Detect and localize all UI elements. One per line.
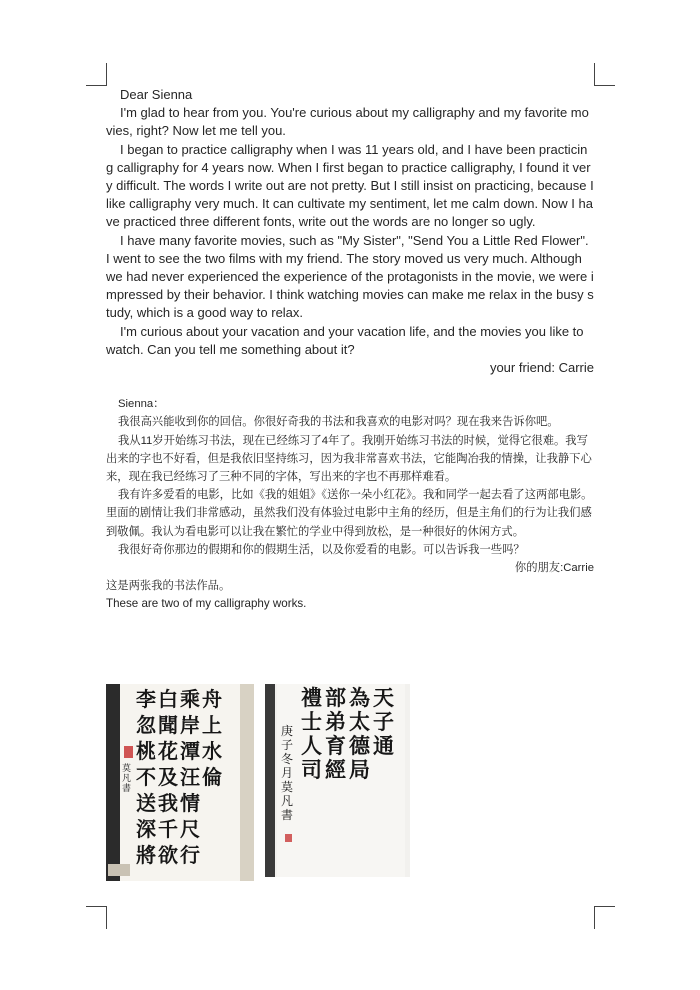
crop-mark-bottom-left	[86, 906, 107, 929]
calligraphy-left-line-1: 李白乘舟	[136, 687, 224, 711]
signature-en: your friend: Carrie	[489, 360, 594, 376]
paragraph-zh-4: 我很好奇你那边的假期和你的假期生活，以及你爱看的电影。可以告诉我一些吗？	[118, 543, 525, 556]
calligraphy-left-line-2: 忽聞岸上	[136, 713, 224, 737]
letter-chinese	[106, 395, 594, 613]
signature-zh: 你的朋友:Carrie	[514, 562, 594, 575]
paragraph-en-2: I began to practice calligraphy when I was 11 years old, and I have been practicing calligraphy for 4 years now. When I first began to practice calligraphy, I found it very difficult. The words I write out are not pretty. But I still insist on practicing, because I like calligraphy very much. It can cultivate my sentiment, let me calm down. Now I have practiced three different fonts, write out the words are no longer so ugly.	[106, 141, 594, 230]
calligraphy-left-text	[136, 686, 238, 868]
paragraph-zh-3: 我有许多爱看的电影，比如《我的姐姐》《送你一朵小红花》。我和同学一起去看了这两部电影。里面的剧情让我们非常感动，虽然我们没有体验过电影中主角的经历，但是主角们的行为让我们感到敬佩。我认为看电影可以让我在繁忙的学业中得到放松，是一种很好的休闲方式。	[106, 489, 593, 538]
paragraph-en-3: I have many favorite movies, such as "My Sister", "Send You a Little Red Flower". I went to see the two films with my friend. The story moved us very much. Although we had never experienced the experience of the protagonists in the movie, we were impressed by their behavior. I think watching movies can make me relax in the busy study, which is a good way to relax.	[106, 232, 594, 321]
calligraphy-photo-right	[265, 684, 410, 877]
calligraphy-right-col-2: 士弟太子	[301, 709, 397, 734]
paragraph-zh-2: 我从11岁开始练习书法，现在已经练习了4年了。我刚开始练习书法的时候，觉得它很难。我写出来的字也不好看，但是我依旧坚持练习，因为我非常喜欢书法，它能陶冶我的情操，让我静下心来，现在我已经练习了三种不同的字体，写出来的字也不再那样难看。	[106, 434, 592, 484]
calligraphy-left-seal: 莫凡書	[122, 764, 132, 794]
paragraph-en-4: I'm curious about your vacation and your vacation life, and the movies you like to watch. Can you tell me something about it?	[106, 323, 584, 357]
letter-english	[106, 86, 594, 377]
crop-mark-top-right	[594, 63, 615, 86]
paragraph-en-1: I'm glad to hear from you. You're curious about my calligraphy and my favorite movies, right? Now let me tell you.	[106, 105, 589, 139]
calligraphy-left-line-3: 桃花潭水	[136, 739, 224, 763]
calligraphy-left-line-4: 不及汪倫	[136, 765, 224, 789]
calligraphy-right-col-1: 禮部為天	[301, 685, 397, 710]
calligraphy-left-line-5: 送我情	[136, 791, 202, 815]
salutation-zh: Sienna：	[118, 398, 165, 411]
calligraphy-right-inscription: 庚子冬月莫凡書	[281, 724, 294, 822]
salutation-en: Dear Sienna	[120, 87, 193, 102]
crop-mark-bottom-right	[594, 906, 615, 929]
caption-zh: 这是两张我的书法作品。	[106, 580, 231, 593]
calligraphy-right-text	[301, 686, 405, 782]
paragraph-zh-1: 我很高兴能收到你的回信。你很好奇我的书法和我喜欢的电影对吗？现在我来告诉你吧。	[118, 416, 559, 429]
calligraphy-right-col-4: 司經局	[301, 757, 373, 782]
crop-mark-top-left	[86, 63, 107, 86]
calligraphy-left-line-7: 將欲行	[136, 843, 202, 867]
calligraphy-right-col-3: 人育德通	[301, 733, 397, 758]
document-body	[106, 86, 594, 613]
caption-en: These are two of my calligraphy works.	[106, 597, 307, 611]
calligraphy-photo-left	[106, 684, 254, 881]
calligraphy-left-line-6: 深千尺	[136, 817, 202, 841]
